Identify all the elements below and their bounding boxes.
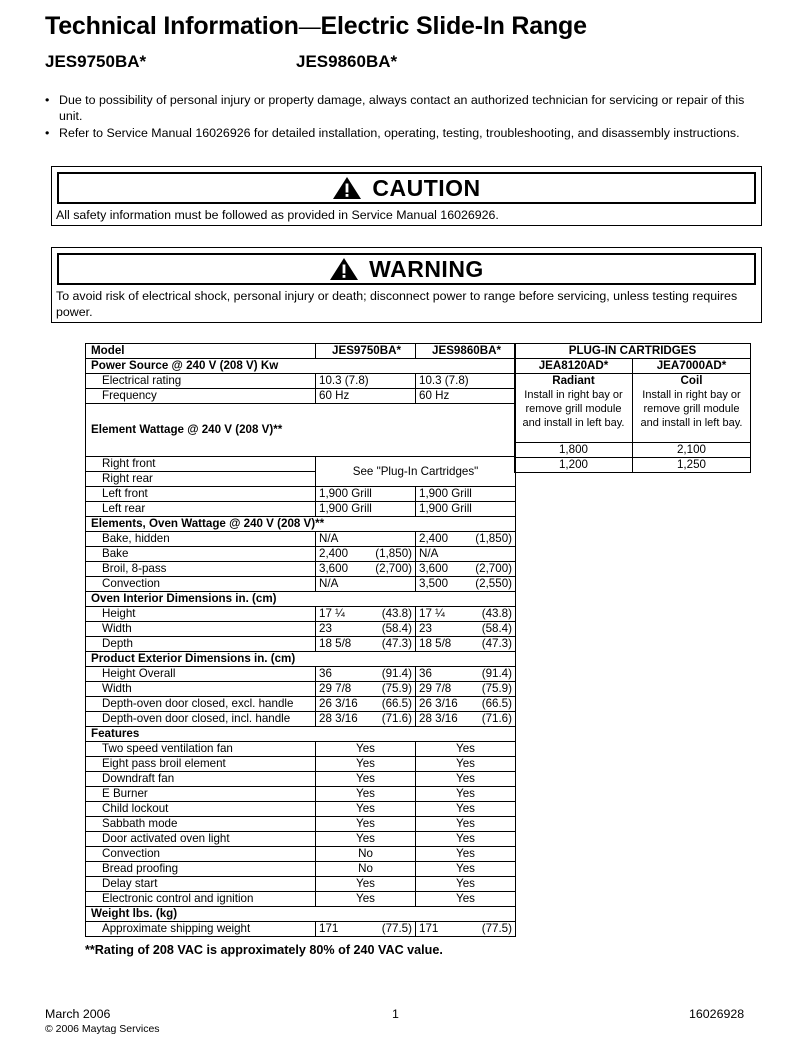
value-main: 36 [319, 667, 332, 680]
cell-value [416, 697, 516, 712]
cartridge-install-note: Install in right bay or remove grill module and install in left bay. [515, 388, 633, 443]
table-header-model: Model [86, 344, 316, 359]
cell-value [316, 532, 416, 547]
bullet-icon: • [45, 126, 50, 140]
value-main: 23 [319, 622, 332, 635]
cell-value [316, 637, 416, 652]
cell-value [316, 667, 416, 682]
value-paren: (77.5) [381, 922, 412, 935]
value-paren: (71.6) [481, 712, 512, 725]
row-label: Eight pass broil element [86, 757, 316, 772]
cartridge-model: JEA7000AD* [633, 359, 751, 374]
value-paren: (2,700) [375, 562, 412, 575]
cartridge-install-note: Install in right bay or remove grill module and install in left bay. [633, 388, 751, 443]
table-row [86, 667, 516, 682]
table-row [515, 359, 751, 374]
cell-value [416, 667, 516, 682]
table-row [86, 637, 516, 652]
cartridge-model: JEA8120AD* [515, 359, 633, 374]
value-main: 2,400 [319, 547, 349, 560]
table-row [86, 757, 516, 772]
value-paren: (77.5) [481, 922, 512, 935]
section-heading: Features [86, 727, 516, 742]
value-main: 3,600 [319, 562, 349, 575]
section-heading: Element Wattage @ 240 V (208 V)** [86, 404, 516, 457]
caution-text: All safety information must be followed as provided in Service Manual 16026926. [56, 208, 499, 222]
cell-value: 1,900 Grill [316, 487, 416, 502]
section-row [86, 652, 516, 667]
row-label: Two speed ventilation fan [86, 742, 316, 757]
rating-footnote: **Rating of 208 VAC is approximately 80% of 240 VAC value. [85, 943, 443, 957]
row-label: Depth-oven door closed, excl. handle [86, 697, 316, 712]
value-main: 28 3/16 [319, 712, 358, 725]
page-title [45, 12, 587, 41]
cell-value [416, 622, 516, 637]
row-label: Left front [86, 487, 316, 502]
row-label: Width [86, 622, 316, 637]
table-row [86, 832, 516, 847]
table-row [86, 622, 516, 637]
caution-box [51, 166, 762, 226]
cartridge-type: Radiant [515, 374, 633, 389]
cell-value [316, 682, 416, 697]
cell-value [316, 607, 416, 622]
value-paren: (91.4) [381, 667, 412, 680]
table-row [86, 772, 516, 787]
value-paren: (2,700) [475, 562, 512, 575]
value-paren: (1,850) [375, 547, 412, 560]
table-row [86, 457, 516, 472]
cell-value: Yes [416, 787, 516, 802]
section-heading: Oven Interior Dimensions in. (cm) [86, 592, 516, 607]
cell-value: 1,800 [515, 443, 633, 458]
cell-value: Yes [316, 832, 416, 847]
row-label: E Burner [86, 787, 316, 802]
table-row [86, 892, 516, 907]
cell-value [316, 712, 416, 727]
cell-value [416, 532, 516, 547]
row-label: Bake [86, 547, 316, 562]
value-paren: (66.5) [481, 697, 512, 710]
bullet-item [45, 125, 760, 141]
row-label: Depth [86, 637, 316, 652]
table-row [86, 502, 516, 517]
table-row [86, 562, 516, 577]
table-header-col2: JES9860BA* [416, 344, 516, 359]
cell-value: Yes [416, 817, 516, 832]
row-label: Right rear [86, 472, 316, 487]
value-main: 17 ¼ [319, 607, 345, 620]
cell-value [316, 697, 416, 712]
row-label: Right front [86, 457, 316, 472]
cell-value: Yes [416, 742, 516, 757]
cell-value [416, 562, 516, 577]
cell-value: 1,900 Grill [416, 502, 516, 517]
spec-table [85, 343, 516, 937]
cell-value [316, 622, 416, 637]
value-paren: (75.9) [481, 682, 512, 695]
cell-value: Yes [316, 787, 416, 802]
value-main: 26 3/16 [419, 697, 458, 710]
bullet-item [45, 92, 760, 124]
cell-value: 1,200 [515, 458, 633, 473]
section-row [86, 592, 516, 607]
cartridge-type: Coil [633, 374, 751, 389]
section-row [86, 727, 516, 742]
value-main: N/A [419, 547, 439, 560]
row-label: Downdraft fan [86, 772, 316, 787]
value-paren: (91.4) [481, 667, 512, 680]
section-heading: Product Exterior Dimensions in. (cm) [86, 652, 516, 667]
row-label: Door activated oven light [86, 832, 316, 847]
footer-date: March 2006 [45, 1007, 111, 1021]
table-row [86, 847, 516, 862]
row-label: Depth-oven door closed, incl. handle [86, 712, 316, 727]
cell-value: Yes [316, 772, 416, 787]
table-row [86, 712, 516, 727]
value-paren: (58.4) [481, 622, 512, 635]
model-heading-2: JES9860BA* [296, 52, 398, 71]
section-heading: Elements, Oven Wattage @ 240 V (208 V)** [86, 517, 516, 532]
table-row [86, 817, 516, 832]
cell-value: Yes [416, 877, 516, 892]
cell-value [316, 922, 416, 937]
value-main: N/A [319, 577, 339, 590]
section-row [86, 359, 516, 374]
row-label: Height Overall [86, 667, 316, 682]
cell-value: No [316, 847, 416, 862]
cell-value: Yes [316, 742, 416, 757]
table-row [86, 344, 516, 359]
cell-value: Yes [416, 772, 516, 787]
cartridges-title: PLUG-IN CARTRIDGES [515, 344, 751, 359]
cell-value: 1,900 Grill [316, 502, 416, 517]
value-paren: (66.5) [381, 697, 412, 710]
cell-value [416, 577, 516, 592]
title-dash: — [298, 14, 321, 39]
value-paren: (71.6) [381, 712, 412, 725]
value-paren: (47.3) [481, 637, 512, 650]
bullet-text: Due to possibility of personal injury or property damage, always contact an authorized technician for servicing or repair of this unit. [59, 93, 745, 123]
title-part1: Technical Information [45, 12, 299, 40]
cell-value [316, 562, 416, 577]
cell-value: Yes [416, 892, 516, 907]
section-heading: Weight lbs. (kg) [86, 907, 516, 922]
table-row [86, 487, 516, 502]
cell-value [416, 682, 516, 697]
cell-value: Yes [416, 832, 516, 847]
warning-box [51, 247, 762, 323]
see-cartridges-note: See "Plug-In Cartridges" [316, 457, 516, 487]
table-row [86, 922, 516, 937]
table-row [86, 877, 516, 892]
plug-in-cartridges-table [514, 343, 751, 473]
cell-value: Yes [416, 802, 516, 817]
table-row [515, 388, 751, 443]
value-main: 23 [419, 622, 432, 635]
table-row [86, 607, 516, 622]
footer-doc-number: 16026928 [689, 1007, 745, 1021]
table-row [86, 787, 516, 802]
value-main: 2,400 [419, 532, 449, 545]
value-paren: (75.9) [381, 682, 412, 695]
cell-value [416, 547, 516, 562]
title-part2: Electric Slide-In Range [320, 12, 587, 40]
cell-value: 10.3 (7.8) [416, 374, 516, 389]
cell-value: Yes [416, 757, 516, 772]
bullet-list [45, 92, 760, 142]
cell-value: 60 Hz [416, 389, 516, 404]
cell-value: Yes [316, 892, 416, 907]
value-paren: (47.3) [381, 637, 412, 650]
cell-value [416, 637, 516, 652]
warning-text: To avoid risk of electrical shock, personal injury or death; disconnect power to range before servicing, unless testing requires power. [56, 289, 738, 319]
table-row [515, 458, 751, 473]
row-label: Bake, hidden [86, 532, 316, 547]
cell-value: 10.3 (7.8) [316, 374, 416, 389]
value-paren: (58.4) [381, 622, 412, 635]
row-label: Convection [86, 577, 316, 592]
value-main: 18 5/8 [419, 637, 452, 650]
cell-value: Yes [316, 877, 416, 892]
cell-value [316, 547, 416, 562]
row-label: Bread proofing [86, 862, 316, 877]
value-main: 171 [419, 922, 439, 935]
row-label: Frequency [86, 389, 316, 404]
table-row [86, 547, 516, 562]
row-label: Broil, 8-pass [86, 562, 316, 577]
footer-page-number: 1 [392, 1007, 399, 1021]
table-row [515, 374, 751, 389]
cell-value [316, 577, 416, 592]
value-main: 29 7/8 [319, 682, 352, 695]
row-label: Height [86, 607, 316, 622]
cell-value: Yes [316, 817, 416, 832]
cell-value: 1,250 [633, 458, 751, 473]
row-label: Delay start [86, 877, 316, 892]
row-label: Left rear [86, 502, 316, 517]
cell-value: Yes [316, 802, 416, 817]
warning-triangle-icon [329, 257, 359, 281]
value-main: 171 [319, 922, 339, 935]
table-row [86, 374, 516, 389]
value-main: 3,600 [419, 562, 449, 575]
table-row [86, 532, 516, 547]
warning-header [57, 253, 756, 285]
value-main: 26 3/16 [319, 697, 358, 710]
value-main: 3,500 [419, 577, 449, 590]
cell-value: Yes [316, 757, 416, 772]
bullet-icon: • [45, 93, 50, 107]
row-label: Child lockout [86, 802, 316, 817]
section-row [86, 907, 516, 922]
section-heading: Power Source @ 240 V (208 V) Kw [86, 359, 516, 374]
caution-header [57, 172, 756, 204]
cell-value: Yes [416, 847, 516, 862]
value-main: 29 7/8 [419, 682, 452, 695]
row-label: Approximate shipping weight [86, 922, 316, 937]
model-heading-1: JES9750BA* [45, 52, 147, 71]
cell-value: Yes [416, 862, 516, 877]
table-row [86, 697, 516, 712]
cell-value: 1,900 Grill [416, 487, 516, 502]
cell-value [416, 922, 516, 937]
cell-value [416, 607, 516, 622]
value-main: 36 [419, 667, 432, 680]
cell-value: 60 Hz [316, 389, 416, 404]
value-main: 28 3/16 [419, 712, 458, 725]
table-row [86, 802, 516, 817]
cell-value: No [316, 862, 416, 877]
cell-value: 2,100 [633, 443, 751, 458]
table-row [86, 682, 516, 697]
caution-label: CAUTION [372, 174, 481, 201]
table-row [515, 443, 751, 458]
value-paren: (1,850) [475, 532, 512, 545]
footer-copyright: © 2006 Maytag Services [45, 1023, 160, 1035]
table-row [515, 344, 751, 359]
row-label: Sabbath mode [86, 817, 316, 832]
value-paren: (2,550) [475, 577, 512, 590]
table-row [86, 862, 516, 877]
cell-value [416, 712, 516, 727]
row-label: Convection [86, 847, 316, 862]
warning-triangle-icon [332, 176, 362, 200]
section-row [86, 517, 516, 532]
value-paren: (43.8) [481, 607, 512, 620]
table-row [86, 577, 516, 592]
value-main: N/A [319, 532, 339, 545]
row-label: Electrical rating [86, 374, 316, 389]
row-label: Electronic control and ignition [86, 892, 316, 907]
row-label: Width [86, 682, 316, 697]
bullet-text: Refer to Service Manual 16026926 for detailed installation, operating, testing, troubleshooting, and disassembly instructions. [59, 126, 740, 140]
value-main: 17 ¼ [419, 607, 445, 620]
value-paren: (43.8) [381, 607, 412, 620]
warning-label: WARNING [369, 255, 484, 282]
table-header-col1: JES9750BA* [316, 344, 416, 359]
value-main: 18 5/8 [319, 637, 352, 650]
table-row [86, 389, 516, 404]
table-row [86, 742, 516, 757]
section-row [86, 404, 516, 457]
